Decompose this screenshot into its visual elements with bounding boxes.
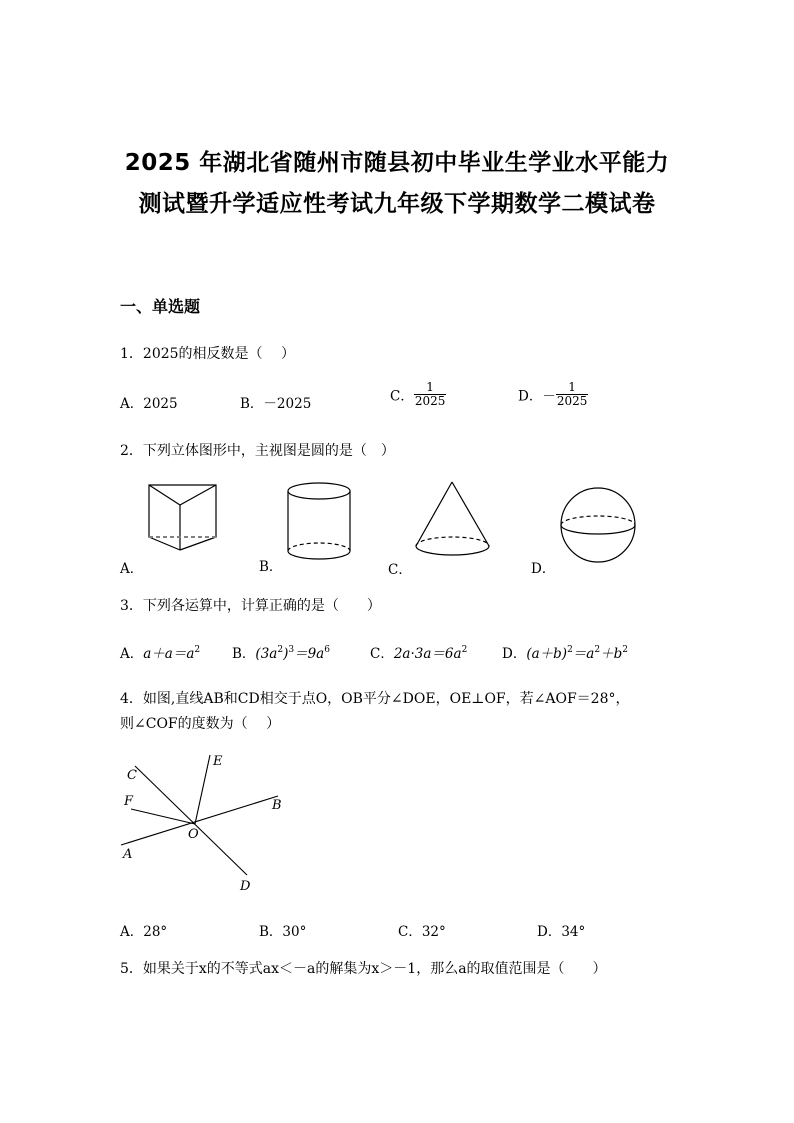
- document-title-line2: 测试暨升学适应性考试九年级下学期数学二模试卷: [138, 191, 656, 217]
- q3-option-b-expr: (3a: [255, 646, 278, 662]
- exponent: 3: [288, 645, 295, 655]
- q3-option-d-expr: ＋b: [600, 646, 623, 662]
- q2-option-a: A．: [120, 561, 144, 577]
- exponent: 2: [622, 645, 628, 655]
- q4-option-d: D．34°: [537, 924, 586, 940]
- cone-side: [416, 482, 452, 546]
- sphere-equator-front: [561, 525, 635, 534]
- q1-option-c-label: C．: [390, 388, 414, 405]
- ray-of: [131, 809, 195, 824]
- fraction-denominator: 2025: [414, 394, 446, 408]
- q3-option-c-label: C．: [370, 646, 394, 662]
- sphere-outline: [561, 488, 635, 562]
- line-cd: [135, 766, 247, 875]
- cylinder-top: [288, 483, 350, 499]
- question-2-stem: 2．下列立体图形中，主视图是圆的是（ ）: [120, 443, 395, 459]
- prism-front-face: [149, 485, 216, 537]
- question-3-stem: 3．下列各运算中，计算正确的是（ ）: [120, 598, 381, 614]
- exponent: 6: [324, 645, 330, 655]
- prism-edge: [180, 485, 216, 505]
- ray-oe: [195, 755, 210, 824]
- fraction-numerator: 1: [426, 380, 434, 394]
- fraction-numerator: 1: [568, 380, 576, 394]
- q2-option-d: D．: [531, 561, 556, 577]
- cone-figure: [410, 478, 495, 568]
- q3-option-d-label: D．: [502, 646, 527, 662]
- label-f: F: [124, 794, 134, 809]
- cylinder-figure: [282, 478, 357, 566]
- cone-base-front: [416, 546, 489, 555]
- q3-option-b-expr: ): [283, 646, 289, 662]
- q4-option-c: C．32°: [398, 924, 446, 940]
- q2-option-b: B．: [259, 559, 283, 575]
- cone-side: [452, 482, 489, 546]
- exponent: 2: [461, 645, 468, 655]
- q3-option-b-expr: ＝9a: [294, 646, 325, 662]
- q3-option-b-label: B．: [232, 646, 256, 662]
- document-title-line1: 2025 年湖北省随州市随县初中毕业生学业水平能力: [124, 150, 670, 176]
- fraction-denominator: 2025: [556, 394, 588, 408]
- cone-base-hidden: [416, 537, 489, 546]
- q3-option-d-expr: (a＋b): [526, 646, 568, 662]
- q3-option-a-label: A．: [120, 646, 144, 662]
- cylinder-bottom-front: [288, 551, 350, 559]
- q4-option-a: A．28°: [120, 924, 168, 940]
- q3-option-c-expr: 2a·3a＝6a: [393, 646, 462, 662]
- q1-option-a: A．2025: [120, 396, 178, 412]
- intersecting-lines-figure: [110, 748, 300, 898]
- q1-option-b: B．－2025: [240, 396, 312, 412]
- label-d: D: [240, 879, 251, 894]
- prism-edge: [149, 485, 180, 505]
- sphere-equator-hidden: [561, 516, 635, 525]
- q3-option-b: [232, 642, 330, 662]
- q1-option-d-fraction: [556, 381, 589, 408]
- cylinder-bottom-hidden: [288, 543, 350, 551]
- q3-option-d: [502, 642, 628, 662]
- prism-edge: [149, 537, 180, 550]
- question-1-stem: 1．2025的相反数是（ ）: [120, 346, 295, 362]
- question-4-stem-line1: 4．如图,直线AB和CD相交于点O，OB平分∠DOE，OE⊥OF，若∠AOF＝28°，: [120, 691, 630, 707]
- label-a: A: [123, 847, 133, 862]
- exponent: 2: [277, 645, 284, 655]
- minus-sign: －: [542, 388, 556, 405]
- q3-option-c: [370, 642, 467, 662]
- q3-option-d-expr: ＝a: [572, 646, 595, 662]
- q2-option-c: C．: [388, 562, 412, 578]
- label-e: E: [213, 754, 223, 769]
- q1-option-c: [390, 381, 446, 408]
- exponent: 2: [194, 645, 201, 655]
- prism-edge: [180, 537, 216, 550]
- q1-option-d: [518, 381, 588, 408]
- q3-option-a: [120, 642, 200, 662]
- label-b: B: [272, 798, 282, 813]
- exponent: 2: [594, 645, 601, 655]
- sphere-figure: [556, 484, 640, 568]
- question-5-stem: 5．如果关于x的不等式ax＜－a的解集为x＞－1，那么a的取值范围是（ ）: [120, 961, 607, 977]
- label-o: O: [188, 827, 199, 842]
- section-heading: 一、单选题: [120, 297, 201, 316]
- q1-option-c-fraction: [414, 381, 447, 408]
- q3-option-a-expr: a＋a＝a: [143, 646, 195, 662]
- q1-option-d-label: D．: [518, 388, 543, 405]
- label-c: C: [127, 768, 137, 783]
- q4-option-b: B．30°: [259, 924, 307, 940]
- exponent: 2: [567, 645, 573, 655]
- triangular-prism-figure: [140, 480, 225, 552]
- question-4-stem-line2: 则∠COF的度数为（ ）: [120, 716, 281, 732]
